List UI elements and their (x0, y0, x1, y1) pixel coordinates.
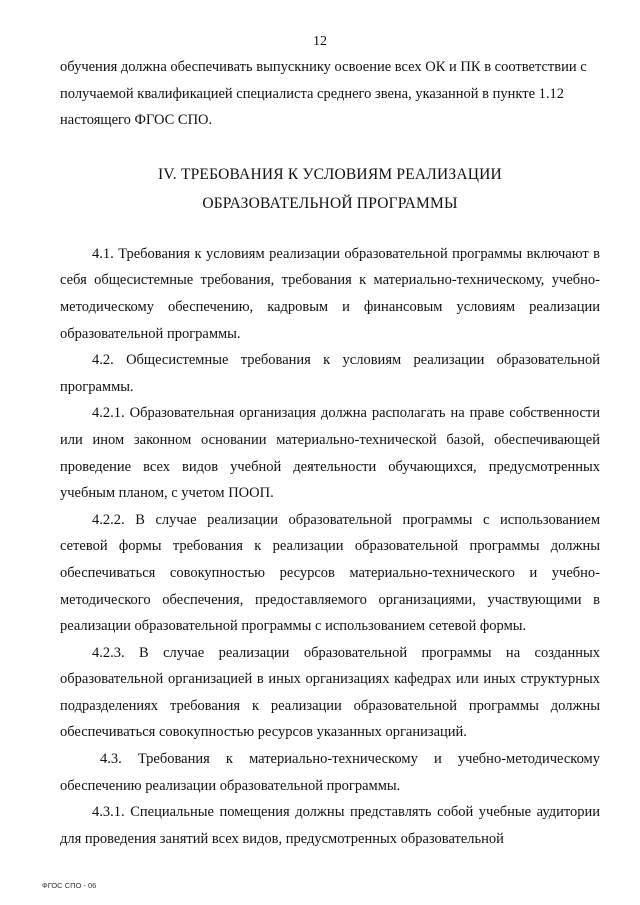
paragraph-4-2-1: 4.2.1. Образовательная организация должна располагать на праве собственности или ином законном основании материально-технической базой, обеспечивающей проведение всех видов учебной деятельности обучающихся, предусмотренных учебным планом, с учетом ПООП. (60, 405, 600, 502)
document-body (60, 54, 600, 852)
paragraph-4-3: 4.3. Требования к материально-техническому и учебно-методическому обеспечению реализации образовательной программы. (60, 751, 600, 794)
section-heading-line-2: ОБРАЗОВАТЕЛЬНОЙ ПРОГРАММЫ (202, 194, 458, 212)
page-number: 12 (313, 34, 327, 49)
paragraph-4-1: 4.1. Требования к условиям реализации образовательной программы включают в себя общесистемные требования, требования к материально-техническому, учебно-методическому обеспечению, кадровым и финансовым условиям реализации образовательной программы. (60, 245, 600, 342)
section-heading (60, 160, 600, 218)
intro-paragraph: обучения должна обеспечивать выпускнику освоение всех ОК и ПК в соответствии с получаемой квалификацией специалиста среднего звена, указанной в пункте 1.12 настоящего ФГОС СПО. (60, 59, 587, 129)
paragraph-4-2-3: 4.2.3. В случае реализации образовательной программы на созданных образовательной организацией в иных организациях кафедрах или иных структурных подразделениях требования к реализации образовательной программы должны обеспечиваться совокупностью ресурсов указанных организаций. (60, 644, 600, 741)
paragraph-4-2-2: 4.2.2. В случае реализации образовательной программы с использованием сетевой формы требования к реализации образовательной программы должны обеспечиваться совокупностью ресурсов материально-технического и учебно-методического обеспечения, предоставляемого организациями, участвующими в реализации образовательной программы с использованием сетевой формы. (60, 511, 600, 635)
footer-code: ФГОС СПО - 06 (42, 881, 97, 890)
section-heading-line-1: IV. ТРЕБОВАНИЯ К УСЛОВИЯМ РЕАЛИЗАЦИИ (158, 165, 502, 183)
paragraph-4-2: 4.2. Общесистемные требования к условиям реализации образовательной программы. (60, 352, 600, 395)
paragraph-4-3-1: 4.3.1. Специальные помещения должны представлять собой учебные аудитории для проведения занятий всех видов, предусмотренных образовательной (60, 804, 600, 847)
